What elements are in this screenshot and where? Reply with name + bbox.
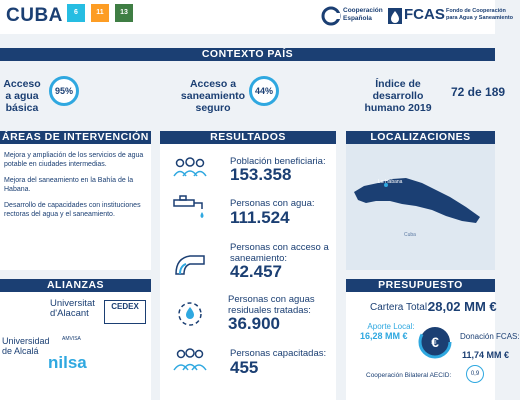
logo-cooperacion-espanola bbox=[322, 5, 384, 27]
training-people-icon bbox=[172, 346, 208, 374]
area-item: Desarrollo de capacidades con instituciones rectoras del agua y el saneamiento. bbox=[4, 202, 141, 218]
result-value-poblacion: 153.358 bbox=[230, 165, 292, 184]
logo-fcas bbox=[388, 5, 514, 27]
areas-list bbox=[4, 151, 146, 219]
cuba-map bbox=[346, 144, 495, 270]
ctx-value-agua: 95% bbox=[49, 76, 79, 106]
sdg-badge-6: 6 bbox=[67, 4, 85, 22]
cartera-value: 28,02 MM € bbox=[428, 299, 497, 314]
result-label-residuales: Personas con aguas residuales tratadas: bbox=[228, 294, 315, 316]
people-icon bbox=[172, 156, 208, 180]
sdg-badge-13: 13 bbox=[115, 4, 133, 22]
result-value-capacitadas: 455 bbox=[230, 358, 259, 377]
partner-nilsa: nilsa bbox=[48, 353, 87, 372]
resultados-title: RESULTADOS bbox=[160, 131, 336, 144]
ctx-label-saneamiento: Acceso a saneamiento seguro bbox=[180, 78, 246, 114]
result-value-agua: 111.524 bbox=[230, 208, 290, 227]
partner-alcala: Universidad de Alcalá bbox=[2, 336, 50, 356]
sanitation-pipe-icon bbox=[172, 244, 208, 276]
result-label-saneamiento: Personas con acceso a saneamiento: bbox=[230, 242, 329, 264]
donacion-label: Donación FCAS: bbox=[460, 332, 520, 341]
presupuesto-title: PRESUPUESTO bbox=[346, 279, 495, 292]
map-label-cuba: Cuba bbox=[404, 232, 416, 238]
logo-ce-line2: Española bbox=[343, 15, 372, 22]
partner-alacant: Universitat d'Alacant bbox=[50, 298, 95, 319]
water-recycle-icon bbox=[172, 296, 208, 328]
result-label-agua: Personas con agua: bbox=[230, 198, 315, 209]
aporte-value: 16,28 MM € bbox=[360, 331, 408, 341]
localizaciones-title: LOCALIZACIONES bbox=[346, 131, 495, 144]
bilateral-value: 0,9 bbox=[466, 365, 484, 383]
fcas-name: FCAS bbox=[404, 6, 445, 23]
partner-cedex bbox=[104, 300, 146, 324]
result-label-poblacion: Población beneficiaria: bbox=[230, 156, 326, 167]
water-tap-icon bbox=[172, 194, 208, 222]
bilateral-label: Cooperación Bilateral AECID: bbox=[366, 372, 452, 379]
result-value-saneamiento: 42.457 bbox=[230, 262, 282, 281]
alianzas-title: ALIANZAS bbox=[0, 279, 151, 292]
fcas-drop-icon bbox=[388, 8, 402, 24]
partner-amvisa: AMVISA bbox=[62, 336, 81, 342]
logo-ce-line1: Cooperación bbox=[343, 7, 383, 14]
ctx-value-saneamiento: 44% bbox=[249, 76, 279, 106]
donacion-value: 11,74 MM € bbox=[462, 350, 510, 360]
page-title: CUBA bbox=[6, 5, 63, 26]
areas-title: ÁREAS DE INTERVENCIÓN bbox=[0, 131, 151, 144]
ctx-value-idh: 72 de 189 bbox=[451, 85, 506, 99]
area-item: Mejora del saneamiento en la Bahía de la Habana. bbox=[4, 177, 134, 193]
budget-euro-icon bbox=[418, 325, 452, 359]
aporte-label: Aporte Local: bbox=[367, 322, 415, 331]
cooperacion-logo-icon bbox=[322, 7, 340, 25]
svg-text:€: € bbox=[431, 334, 439, 350]
ctx-label-idh: Índice de desarrollo humano 2019 bbox=[364, 78, 432, 114]
cartera-label: Cartera Total: bbox=[370, 302, 430, 313]
area-item: Mejora y ampliación de los servicios de agua potable en ciudades intermedias. bbox=[4, 152, 144, 168]
fcas-line1: Fondo de Cooperación bbox=[446, 8, 506, 14]
result-label-capacitadas: Personas capacitadas: bbox=[230, 348, 327, 359]
ctx-label-agua: Acceso a agua básica bbox=[3, 78, 41, 114]
fcas-line2: para Agua y Saneamiento bbox=[446, 15, 514, 21]
partner-cedex-label: CEDEX bbox=[111, 302, 139, 311]
map-label-habana: La Habana bbox=[378, 179, 403, 185]
contexto-title: CONTEXTO PAÍS bbox=[0, 48, 495, 61]
sdg-badge-11: 11 bbox=[91, 4, 109, 22]
result-value-residuales: 36.900 bbox=[228, 314, 280, 333]
